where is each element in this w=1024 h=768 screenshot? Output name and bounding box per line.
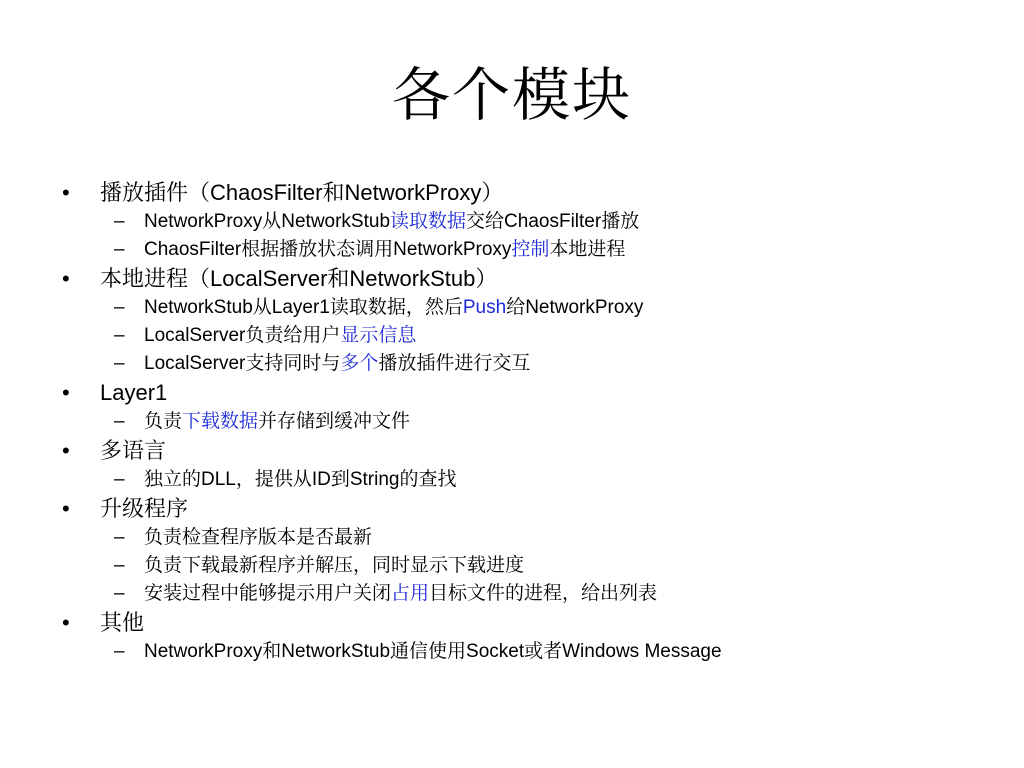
bullet-item: [62, 436, 992, 466]
item-text: 独立的DLL，提供从ID到String的查找: [144, 469, 457, 490]
sub-bullet-item: [62, 322, 992, 350]
dash-marker: –: [114, 325, 125, 346]
sub-bullet-item: [62, 294, 992, 322]
item-text: Layer1: [100, 380, 168, 405]
item-text: 并存储到缓冲文件: [258, 411, 411, 432]
dash-marker: –: [114, 297, 125, 318]
item-text: NetworkStub从Layer1读取数据，然后: [144, 297, 463, 318]
item-text: 负责下载最新程序并解压，同时显示下载进度: [144, 555, 525, 576]
highlighted-text: Push: [462, 297, 507, 318]
dash-marker: –: [114, 353, 125, 374]
highlighted-text: 多个: [340, 353, 379, 374]
bullet-marker: •: [62, 180, 70, 205]
item-text: NetworkProxy和NetworkStub通信使用Socket或者Windows Message: [144, 641, 722, 662]
item-text: 负责检查程序版本是否最新: [144, 527, 373, 548]
item-text: 其他: [100, 610, 145, 635]
dash-marker: –: [114, 211, 125, 232]
bullet-marker: •: [62, 438, 70, 463]
sub-bullet-item: [62, 466, 992, 494]
bullet-item: [62, 378, 992, 408]
item-text: LocalServer负责给用户: [144, 325, 341, 346]
highlighted-text: 控制: [511, 239, 550, 260]
dash-marker: –: [114, 583, 125, 604]
sub-bullet-item: [62, 552, 992, 580]
sub-bullet-item: [62, 524, 992, 552]
item-text: 本地进程: [549, 239, 626, 260]
highlighted-text: 读取数据: [390, 211, 467, 232]
item-text: 升级程序: [100, 496, 189, 521]
sub-bullet-item: [62, 408, 992, 436]
item-text: 本地进程（LocalServer和NetworkStub）: [100, 266, 498, 291]
item-text: 多语言: [100, 438, 167, 463]
highlighted-text: 占用: [391, 583, 430, 604]
item-text: LocalServer支持同时与: [144, 353, 341, 374]
dash-marker: –: [114, 555, 125, 576]
dash-marker: –: [114, 411, 125, 432]
dash-marker: –: [114, 527, 125, 548]
item-text: NetworkProxy从NetworkStub: [144, 211, 391, 232]
bullet-item: [62, 178, 992, 208]
item-text: 安装过程中能够提示用户关闭: [144, 583, 392, 604]
highlighted-text: 显示信息: [340, 325, 417, 346]
bullet-item: [62, 608, 992, 638]
bullet-item: [62, 264, 992, 294]
sub-bullet-item: [62, 580, 992, 608]
sub-bullet-item: [62, 208, 992, 236]
bullet-item: [62, 494, 992, 524]
item-text: 播放插件（ChaosFilter和NetworkProxy）: [100, 180, 504, 205]
bullet-list: [62, 178, 992, 666]
item-text: 给NetworkProxy: [506, 297, 644, 318]
item-text: 负责: [144, 411, 183, 432]
bullet-marker: •: [62, 610, 70, 635]
slide-title: 各个模块: [391, 63, 632, 128]
sub-bullet-item: [62, 236, 992, 264]
sub-bullet-item: [62, 638, 992, 666]
highlighted-text: 下载数据: [182, 411, 259, 432]
item-text: 目标文件的进程，给出列表: [429, 583, 658, 604]
dash-marker: –: [114, 469, 125, 490]
item-text: ChaosFilter根据播放状态调用NetworkProxy: [144, 239, 512, 260]
item-text: 播放插件进行交互: [378, 353, 531, 374]
bullet-marker: •: [62, 380, 70, 405]
dash-marker: –: [114, 239, 125, 260]
sub-bullet-item: [62, 350, 992, 378]
dash-marker: –: [114, 641, 125, 662]
bullet-marker: •: [62, 496, 70, 521]
item-text: 交给ChaosFilter播放: [466, 211, 640, 232]
bullet-marker: •: [62, 266, 70, 291]
